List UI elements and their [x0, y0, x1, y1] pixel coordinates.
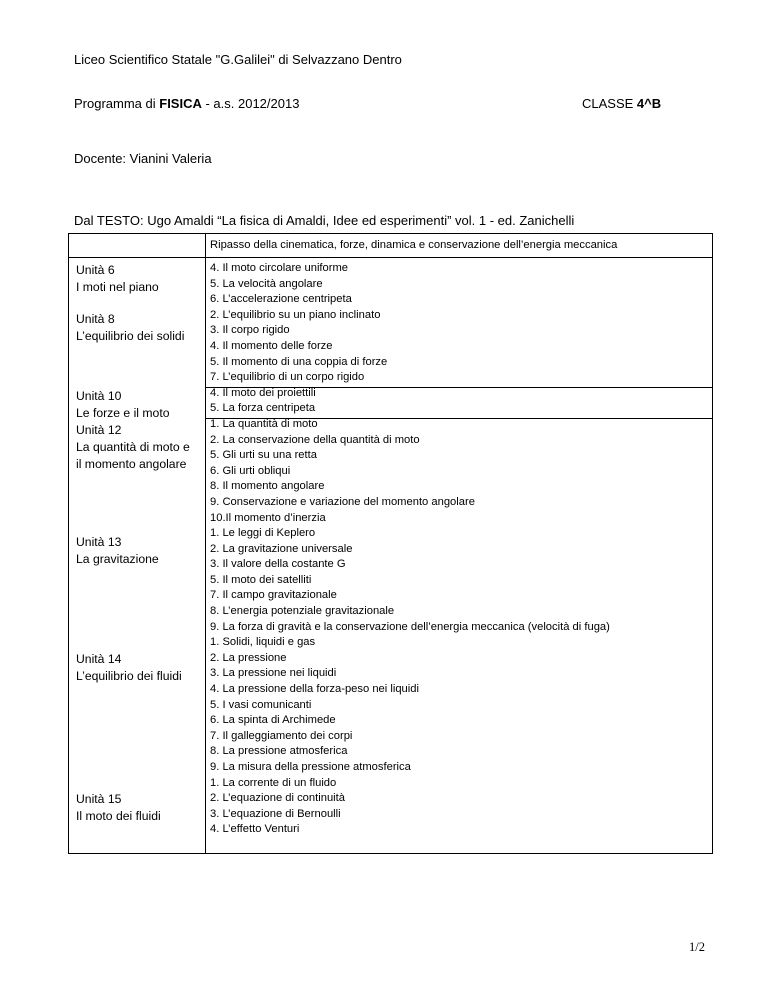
class-prefix: CLASSE: [582, 96, 637, 111]
unit-cell: [76, 791, 161, 825]
unit-number: Unità 6: [76, 263, 115, 277]
unit-cell: [76, 422, 196, 473]
topic-item: 4. Il momento delle forze: [210, 339, 333, 352]
topic-item: 2. La gravitazione universale: [210, 542, 353, 555]
topic-item: 3. L’equazione di Bernoulli: [210, 807, 341, 820]
topic-item: 2. L’equilibrio su un piano inclinato: [210, 308, 381, 321]
unit-title: Il moto dei fluidi: [76, 809, 161, 823]
unit-cell: [76, 311, 184, 345]
class-label: [582, 96, 661, 111]
topic-item: 2. L’equazione di continuità: [210, 792, 345, 805]
topic-item: 2. La conservazione della quantità di moto: [210, 433, 420, 446]
topic-item: 3. Il corpo rigido: [210, 324, 290, 337]
school-name: Liceo Scientifico Statale "G.Galilei" di Selvazzano Dentro: [74, 52, 402, 67]
column-divider: [205, 234, 206, 853]
topic-item: 7. L’equilibrio di un corpo rigido: [210, 371, 365, 384]
topic-item: 5. Il momento di una coppia di forze: [210, 355, 388, 368]
topic-item: 3. La pressione nei liquidi: [210, 667, 337, 680]
topic-item: 10.Il momento d’inerzia: [210, 511, 326, 524]
unit-number: Unità 8: [76, 312, 115, 326]
unit-cell: [76, 651, 182, 685]
topic-item: 4. Il moto circolare uniforme: [210, 262, 349, 274]
textbook: Dal TESTO: Ugo Amaldi “La fisica di Amaldi, Idee ed esperimenti” vol. 1 - ed. Zanichelli: [74, 213, 575, 228]
program-prefix: Programma di: [74, 96, 160, 111]
topic-item: 1. La corrente di un fluido: [210, 776, 337, 789]
unit-number: Unità 12: [76, 423, 122, 437]
topic-item: 6. La spinta di Archimede: [210, 714, 336, 727]
class-value: 4^B: [636, 96, 662, 111]
topic-item: 1. La quantità di moto: [210, 417, 318, 430]
unit-cell: [76, 534, 159, 568]
unit-title: L’equilibrio dei fluidi: [76, 669, 182, 683]
unit-title: L’equilibrio dei solidi: [76, 329, 185, 343]
unit-number: Unità 14: [76, 652, 122, 666]
review-row: Ripasso della cinematica, forze, dinamica e conservazione dell’energia meccanica: [210, 239, 618, 251]
unit-number: Unità 10: [76, 389, 122, 403]
unit-cell: [76, 262, 159, 296]
unit-title: I moti nel piano: [76, 280, 159, 294]
row-divider: [69, 257, 712, 258]
topic-item: 8. Il momento angolare: [210, 480, 325, 493]
program-title: [74, 96, 299, 111]
topic-item: 8. L’energia potenziale gravitazionale: [210, 605, 395, 618]
topic-item: 5. I vasi comunicanti: [210, 698, 312, 711]
teacher: Docente: Vianini Valeria: [74, 151, 212, 166]
topic-item: 7. Il galleggiamento dei corpi: [210, 729, 353, 742]
unit-title: La gravitazione: [76, 552, 159, 566]
topic-item: 8. La pressione atmosferica: [210, 745, 348, 758]
topic-item: 7. Il campo gravitazionale: [210, 589, 337, 602]
topic-item: 4. L’effetto Venturi: [210, 823, 300, 836]
topic-item: 2. La pressione: [210, 651, 287, 664]
topic-item: 4. Il moto dei proiettili: [210, 386, 316, 399]
program-table: [68, 233, 713, 854]
topic-item: 1. Le leggi di Keplero: [210, 527, 316, 540]
unit-title: La quantità di moto e il momento angolare: [76, 440, 190, 471]
subject: FISICA: [159, 96, 202, 111]
topic-item: 3. Il valore della costante G: [210, 558, 346, 571]
page-number: 1/2: [689, 940, 705, 954]
topic-item: 9. La forza di gravità e la conservazione dell’energia meccanica (velocità di fuga): [210, 620, 610, 633]
topic-item: 5. La velocità angolare: [210, 277, 323, 290]
topic-item: 6. L’accelerazione centripeta: [210, 293, 352, 306]
topic-list: [210, 261, 610, 838]
topic-item: 5. Il moto dei satelliti: [210, 573, 312, 586]
school-year: - a.s. 2012/2013: [201, 96, 300, 111]
topic-item: 1. Solidi, liquidi e gas: [210, 636, 316, 649]
topic-item: 9. La misura della pressione atmosferica: [210, 761, 411, 773]
topic-item: 9. Conservazione e variazione del momento angolare: [210, 495, 475, 508]
topic-item: 6. Gli urti obliqui: [210, 464, 291, 477]
topic-item: 5. Gli urti su una retta: [210, 449, 317, 462]
topic-item: 5. La forza centripeta: [210, 402, 316, 415]
unit-number: Unità 15: [76, 792, 122, 806]
unit-title: Le forze e il moto: [76, 406, 170, 420]
topic-item: 4. La pressione della forza-peso nei liquidi: [210, 683, 419, 696]
unit-cell: [76, 388, 169, 422]
unit-number: Unità 13: [76, 535, 122, 549]
